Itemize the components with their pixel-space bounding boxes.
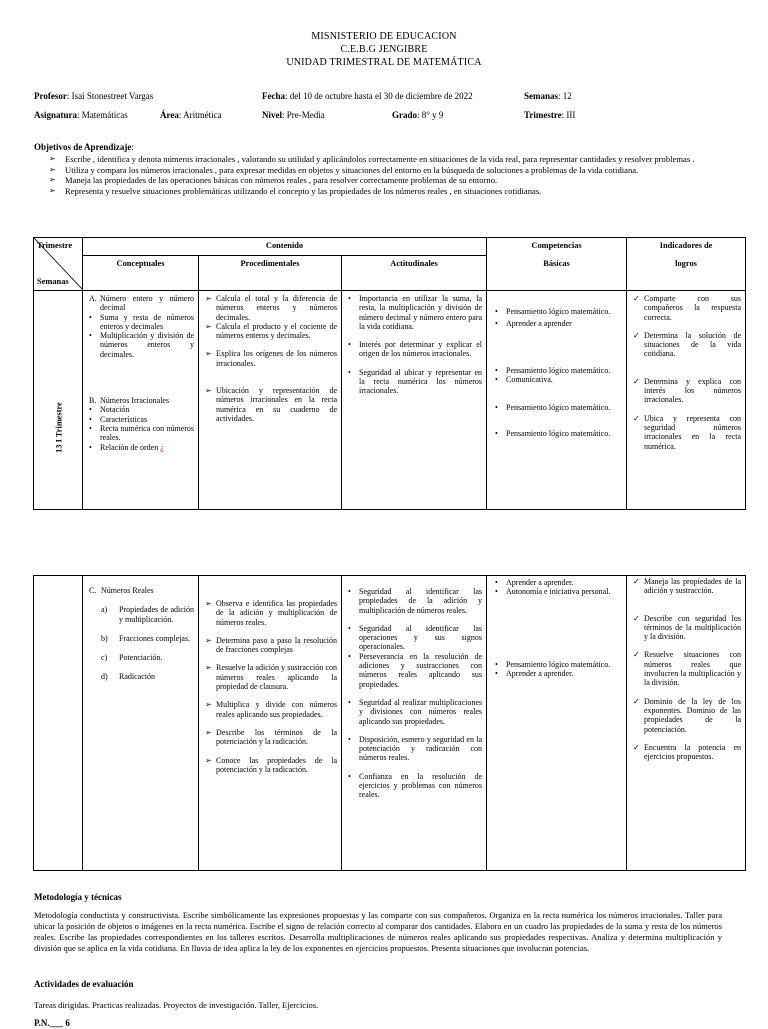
footer-partial: P.N.___ 6 (34, 1018, 70, 1028)
act-item: • Seguridad al identificar las operaciones y sus signos operacionales. (348, 623, 482, 652)
semanas-field: Semanas: 12 (524, 91, 572, 101)
concept-b-item: • Recta numérica con números reales. (89, 423, 194, 443)
ministry-title: MISNISTERIO DE EDUCACION (311, 31, 457, 42)
objetivo-item: ➢ Representa y resuelve situaciones problemáticas utilizando el concepto y las propiedades de los números reales , en situaciones cotidianas. (34, 186, 724, 197)
contenido-header: Contenido (83, 238, 487, 256)
fecha-field: Fecha: del 10 de octubre hasta el 30 de diciembre de 2022 (262, 91, 473, 101)
competencias-header: Competencias Básicas (487, 238, 627, 291)
ind-item: ✓ Describe con seguridad los términos de la multiplicación y la división. (633, 613, 741, 642)
trimestre-header: Trimestre (37, 241, 73, 250)
objetivo-item: ➢ Utiliza y compara los números irracionales , para expresar medidas en objetos y situaciones del entorno en la búsqueda de soluciones a problemas de la vida cotidiana. (34, 165, 724, 176)
concept-c: C. Números Reales (89, 586, 154, 595)
concept-a-item: • Multiplicación y división de números enteros y decimales. (89, 331, 194, 359)
objetivos-list (34, 154, 724, 196)
indicadores-header: Indicadores de logros (627, 238, 746, 291)
ind-item: ✓ Encuentra la potencia en ejercicios propuestos. (633, 742, 741, 762)
ind-item: ✓ Determina la solución de situaciones de la vida cotidiana. (633, 330, 742, 359)
metodologia-heading: Metodología y técnicas (34, 892, 122, 902)
concept-b: B. Números Irracionales (89, 396, 170, 406)
proc-item: ➢ Calcula el total y la diferencia de números enteros y números decimales. (205, 294, 337, 322)
procedimentales-cell-2 (199, 576, 342, 871)
concept-c-item: d) Radicación (101, 672, 155, 682)
ind-item: ✓ Maneja las propiedades de la adición y sustracción. (633, 577, 741, 596)
indicadores-cell (627, 291, 746, 510)
area-field: Área: Aritmética (160, 110, 222, 120)
trimestre-semanas-header (34, 238, 83, 291)
act-item: • Seguridad al realizar multiplicaciones y divisiones con números reales aplicando sus propiedades. (348, 697, 482, 726)
concept-b-item: • Características (89, 414, 148, 424)
ind-item: ✓ Ubica y representa con seguridad números irracionales en la recta numérica. (633, 413, 742, 451)
asignatura-field: Asignatura: Matemáticas (34, 110, 128, 120)
profesor-field: Profesor: Isai Stonestreet Vargas (34, 91, 154, 101)
competencias-cell-2 (487, 576, 627, 871)
act-item: • Interés por determinar y explicar el origen de los números irracionales. (348, 340, 483, 359)
act-item: • Perseverancia en la resolución de adiciones y sustracciones con números reales aplicando sus propiedades. (348, 651, 482, 689)
planning-table-2 (33, 575, 746, 871)
concept-b-item: • Notación (89, 405, 130, 415)
trimestre-field: Trimestre: III (524, 110, 576, 120)
indicadores-cell-2 (627, 576, 746, 871)
objetivo-item: ➢ Maneja las propiedades de las operaciones básicas con números reales , para resolver correctamente problemas de su entorno. (34, 175, 724, 186)
planning-table-1 (33, 237, 746, 510)
actividades-text: Tareas dirigidas. Practicas realizadas. Proyectos de investigación. Taller, Ejercicios. (34, 1000, 319, 1010)
grado-field: Grado: 8° y 9 (392, 110, 444, 120)
proc-item: ➢ Calcula el producto y el cociente de números enteros y decimales. (205, 321, 337, 341)
actitudinales-header: Actitudinales (342, 256, 487, 291)
act-item: • Disposición, esmero y seguridad en la potenciación y radicación con números reales. (348, 734, 482, 763)
concept-b-item: • Relación de orden ¿ (89, 442, 164, 452)
act-item: • Importancia en utilizar la suma, la resta, la multiplicación y división de número decimal y número entero para la vida cotidiana. (348, 294, 483, 331)
act-item: • Confianza en la resolución de ejercicios y problemas con números reales. (348, 771, 482, 800)
comp-item: • Aprender a aprender (495, 319, 572, 329)
semanas-header: Semanas (37, 277, 69, 286)
actividades-heading: Actividades de evaluación (34, 979, 134, 989)
school-name: C.E.B.G JENGIBRE (340, 44, 428, 55)
proc-item: ➢ Resuelve la adición y sustracción con números reales aplicando la propiedad de clausura. (205, 663, 337, 692)
ind-item: ✓ Resuelve situaciones con números reales que involucren la multiplicación y la división. (633, 650, 741, 688)
proc-item: ➢ Conoce las propiedades de la potenciación y la radicación. (205, 755, 337, 774)
actitudinales-cell (342, 291, 487, 510)
ind-item: ✓ Determina y explica con interés los números irracionales. (633, 376, 742, 405)
comp-item: • Aprender a aprender. (495, 578, 574, 587)
proc-item: ➢ Determina paso a paso la resolución de fracciones complejas (205, 635, 337, 655)
objetivos-heading: Objetivos de Aprendizaje: (34, 142, 134, 152)
comp-item: • Pensamiento lógico matemático. (495, 429, 611, 439)
proc-item: ➢ Explica los orígenes de los números irracionales. (205, 349, 337, 368)
conceptuales-cell (83, 291, 199, 510)
act-item: • Seguridad al ubicar y representar en la recta numérica los números irracionales. (348, 367, 483, 396)
actitudinales-cell-2 (342, 576, 487, 871)
comp-item: • Pensamiento lógico matemático. (495, 365, 611, 375)
comp-item: • Aprender a aprender. (495, 668, 574, 678)
concept-a: A. Número entero y número decimal (89, 294, 194, 313)
conceptuales-header: Conceptuales (83, 256, 199, 291)
comp-item: • Pensamiento lógico matemático. (495, 659, 611, 669)
concept-c-item: c) Potenciación. (101, 653, 163, 663)
concept-c-item: a) Propiedades de adición y multiplicación. (101, 605, 194, 624)
proc-item: ➢ Multiplica y divide con números reales aplicando sus propiedades. (205, 700, 337, 719)
proc-item: ➢ Observa e identifica las propiedades de la adición y multiplicación de números reales. (205, 599, 337, 627)
procedimentales-header: Procedimentales (199, 256, 342, 291)
nivel-field: Nivel: Pre-Media (262, 110, 325, 120)
act-item: • Seguridad al identificar las propiedades de la adición y multiplicación de números reales. (348, 587, 482, 615)
comp-item: • Autonomía e iniciativa personal. (495, 587, 611, 597)
procedimentales-cell (199, 291, 342, 510)
comp-item: • Pensamiento lógico matemático. (495, 307, 611, 316)
comp-item: • Pensamiento lógico matemático. (495, 403, 611, 413)
unit-title: UNIDAD TRIMESTRAL DE MATEMÁTICA (286, 57, 482, 68)
conceptuales-cell-2 (83, 576, 199, 871)
objetivo-item: ➢ Escribe , identifica y denota números irracionales , valorando su utilidad y aplicándolos correctamente en situaciones de la vida real, para representar cantidades y resolver problemas . (34, 154, 724, 165)
concept-c-item: b) Fracciones complejas. (101, 633, 191, 643)
ind-item: ✓ Comparte con sus compañeros la respuesta correcta. (633, 294, 742, 322)
concept-a-item: • Suma y resta de números enteros y decimales (89, 312, 194, 331)
ind-item: ✓ Dominio de la ley de los exponentes. Dominio de las propiedades de la potenciación. (633, 696, 741, 734)
proc-item: ➢ Ubicación y representación de números irracionales en la recta numérica en su cuaderno de actividades. (205, 386, 337, 423)
metodologia-text: Metodología conductista y constructivista. Escribe simbólicamente las expresiones propuestas y las comparte con sus compañeros. Organiza en la recta numérica los números irracionales. Taller para ubicar la posición de objetos o imágenes en la recta numérica. Escribe el signo de relación correcto al comparar dos cantidades. Elabora en un cuadro las propiedades de la suma y resta de los números reales. Escribe las propiedades correspondientes en los talleres escritos. Desarrolla multiplicaciones de números reales aplicando sus propiedades respectivas. Analiza y determina multiplicación y división que se aplica en la vida cotidiana. En lluvia de idea aplica la ley de los exponentes en ejercicios propuestos. Presenta situaciones que involucran potencias. (34, 910, 722, 953)
competencias-cell (487, 291, 627, 510)
trimestre-vertical-label: 13 I Trimestre (54, 402, 64, 453)
proc-item: ➢ Describe los términos de la potenciación y la radicación. (205, 727, 337, 747)
trimestre-cell-2 (34, 576, 83, 871)
trimestre-vertical-cell (34, 291, 83, 510)
comp-item: • Comunicativa. (495, 374, 553, 384)
